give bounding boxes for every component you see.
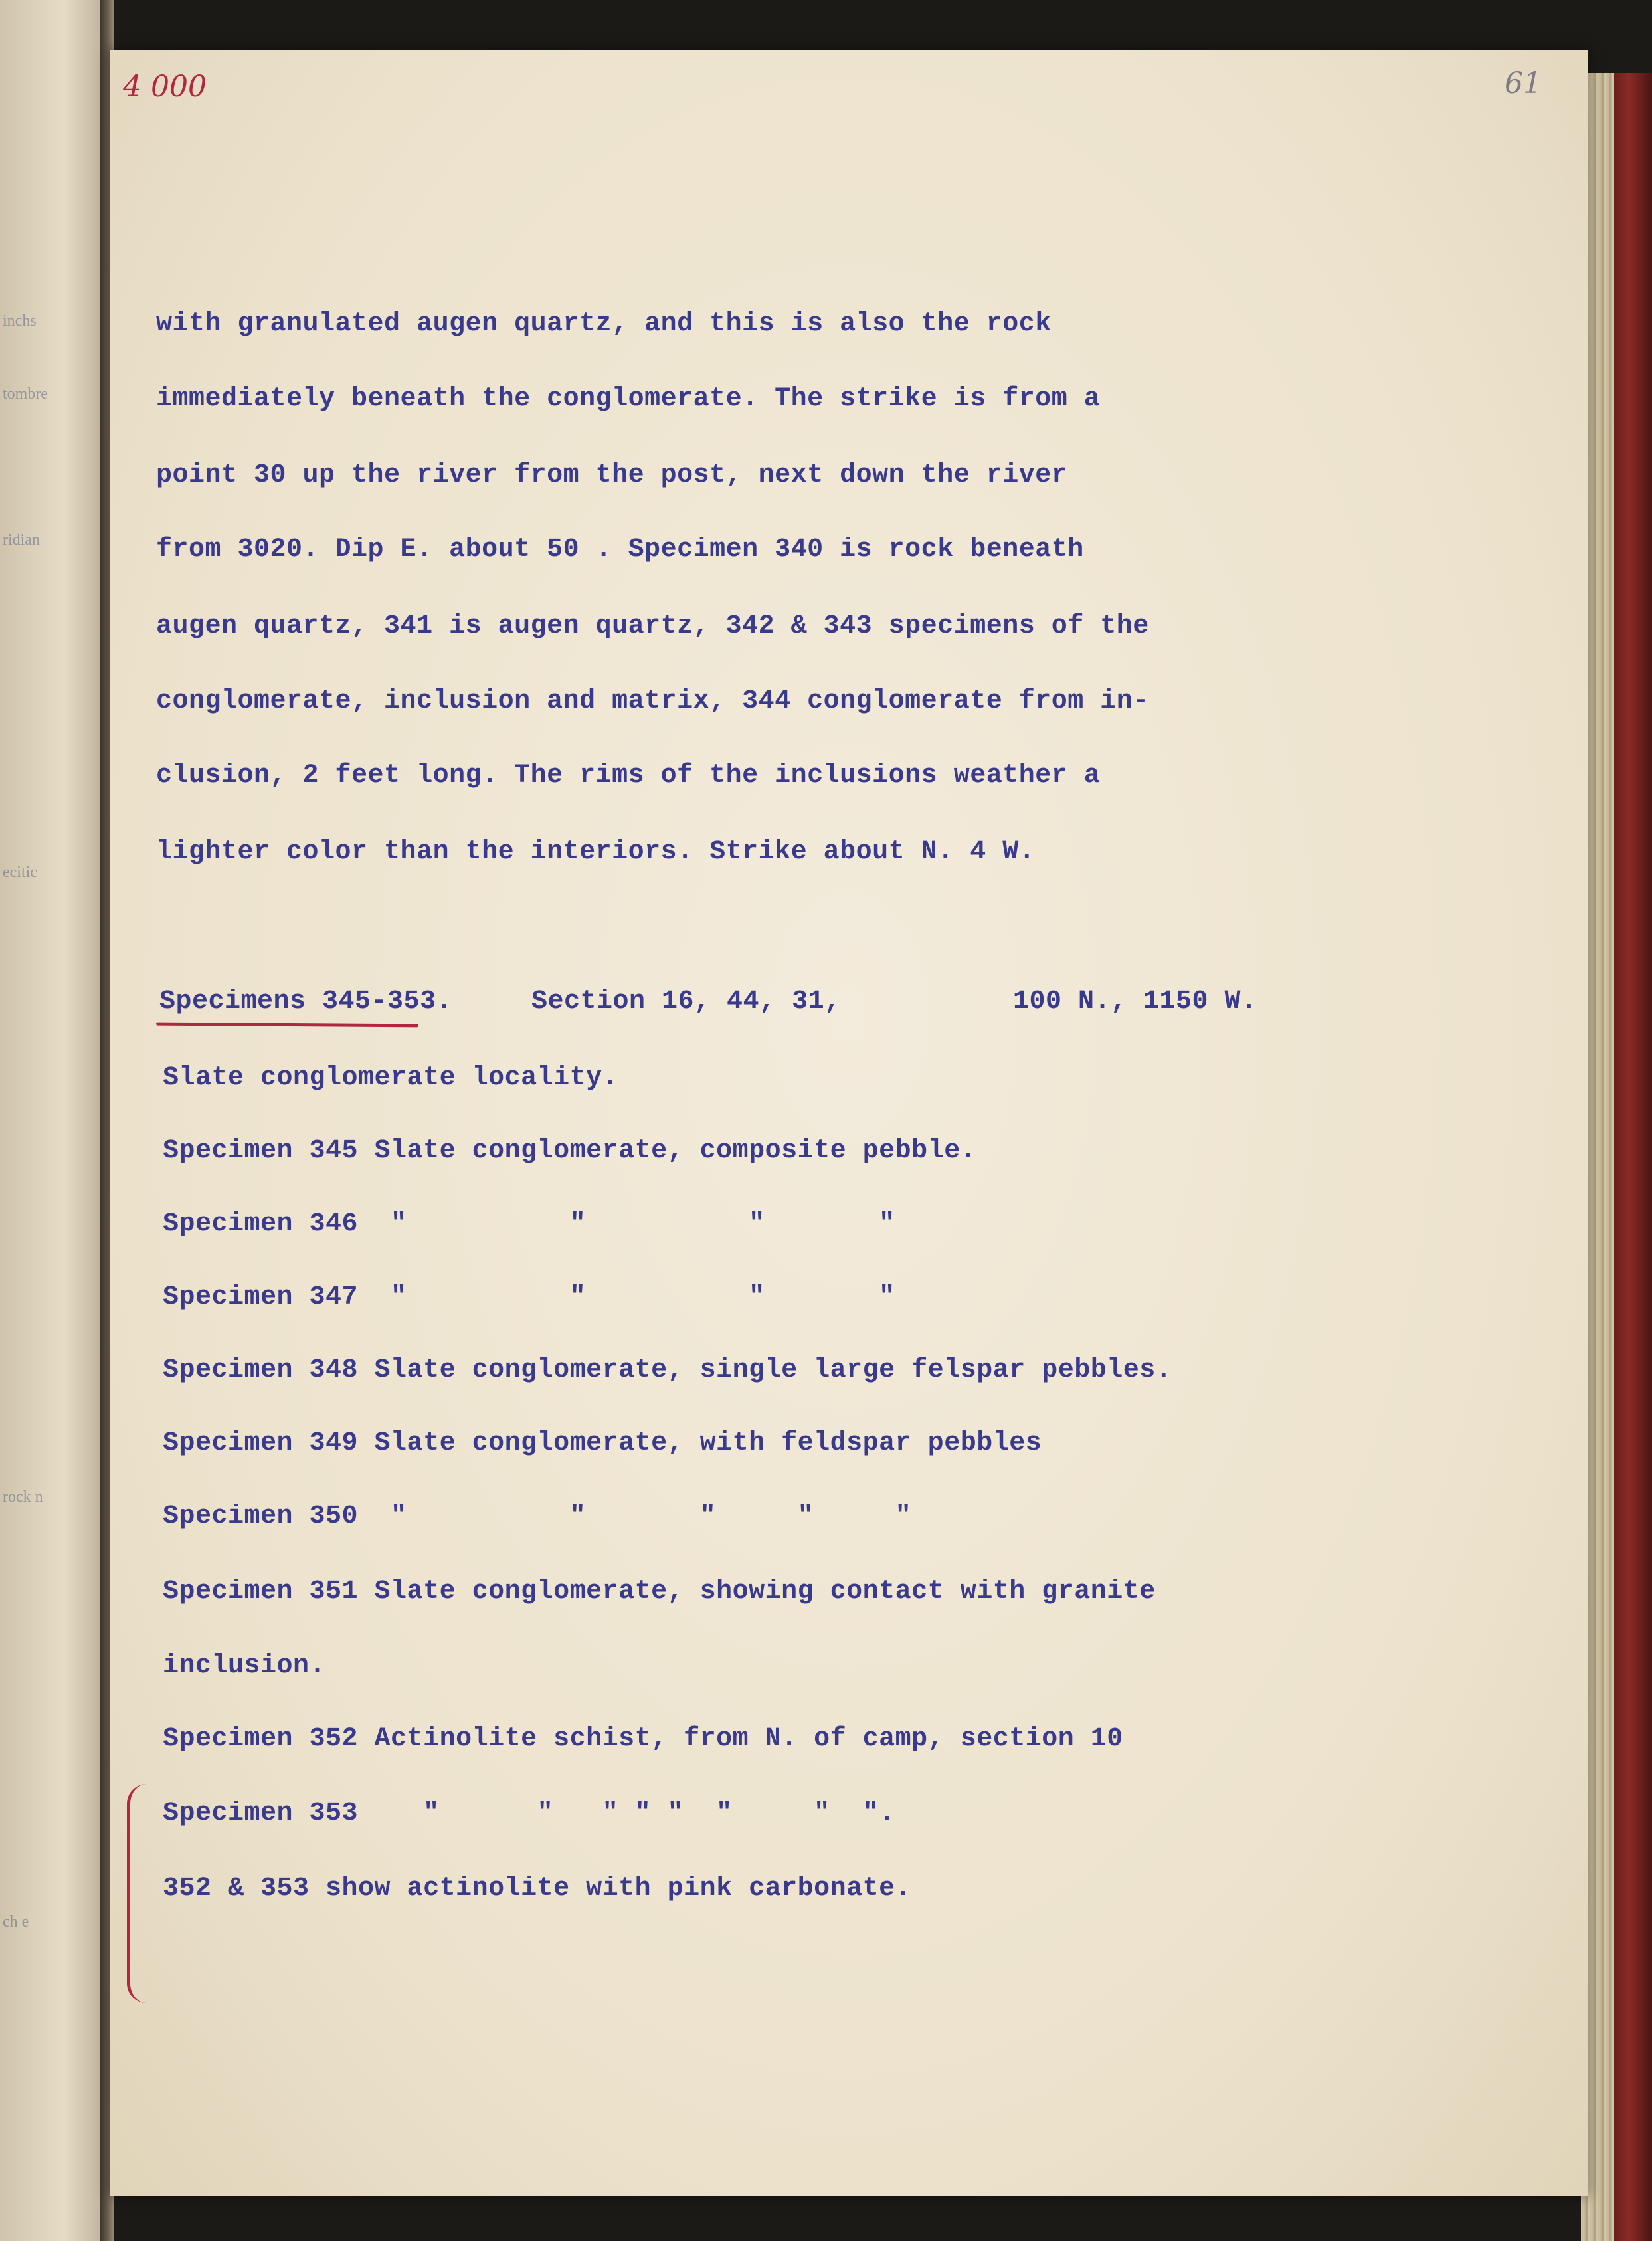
- left-facing-page: [0, 0, 106, 2241]
- heading-location: Section 16, 44, 31,: [531, 987, 841, 1017]
- text-line: Specimen 346 " " " ": [163, 1209, 895, 1239]
- text-line: immediately beneath the conglomerate. The strike is from a: [156, 384, 1101, 414]
- text-line: Specimen 353 " " " " " " " ".: [163, 1799, 895, 1828]
- ghost-text: ridian: [3, 532, 40, 549]
- margin-note: 4 000: [123, 70, 207, 104]
- text-line: point 30 up the river from the post, next down the river: [156, 460, 1068, 490]
- ghost-text: ecitic: [3, 864, 37, 881]
- text-line: Specimen 347 " " " ": [163, 1282, 895, 1312]
- ghost-text: inchs: [3, 312, 37, 330]
- text-line: from 3020. Dip E. about 50 . Specimen 340 is rock beneath: [156, 535, 1084, 565]
- notebook-page: [110, 50, 1588, 2196]
- text-line: lighter color than the interiors. Strike about N. 4 W.: [156, 837, 1036, 867]
- heading-label: Specimens 345-353.: [159, 987, 453, 1017]
- ghost-text: rock n: [3, 1488, 43, 1506]
- text-line: Specimen 349 Slate conglomerate, with feldspar pebbles: [163, 1428, 1042, 1458]
- ghost-text: ch e: [3, 1913, 29, 1931]
- text-line: Specimen 348 Slate conglomerate, single large felspar pebbles.: [163, 1355, 1172, 1385]
- text-line: Specimen 345 Slate conglomerate, composite pebble.: [163, 1136, 977, 1166]
- page-number: 61: [1505, 66, 1542, 100]
- text-line: clusion, 2 feet long. The rims of the inclusions weather a: [156, 761, 1101, 791]
- text-line: inclusion.: [163, 1651, 326, 1681]
- book-cover-edge: [1614, 73, 1652, 2241]
- text-line: conglomerate, inclusion and matrix, 344 conglomerate from in-: [156, 686, 1149, 716]
- heading-coords: 100 N., 1150 W.: [1013, 987, 1257, 1017]
- specimen-list: [163, 50, 1571, 2176]
- text-line: Specimen 352 Actinolite schist, from N. of camp, section 10: [163, 1724, 1123, 1754]
- ghost-text: tombre: [3, 385, 48, 403]
- text-line: Specimen 350 " " " " ": [163, 1502, 912, 1531]
- red-bracket: [127, 1784, 150, 2003]
- text-line: 352 & 353 show actinolite with pink carbonate.: [163, 1874, 912, 1903]
- text-line: with granulated augen quartz, and this is also the rock: [156, 309, 1052, 339]
- text-line: Specimen 351 Slate conglomerate, showing contact with granite: [163, 1577, 1156, 1607]
- text-line: Slate conglomerate locality.: [163, 1063, 619, 1093]
- text-line: augen quartz, 341 is augen quartz, 342 & 343 specimens of the: [156, 611, 1149, 641]
